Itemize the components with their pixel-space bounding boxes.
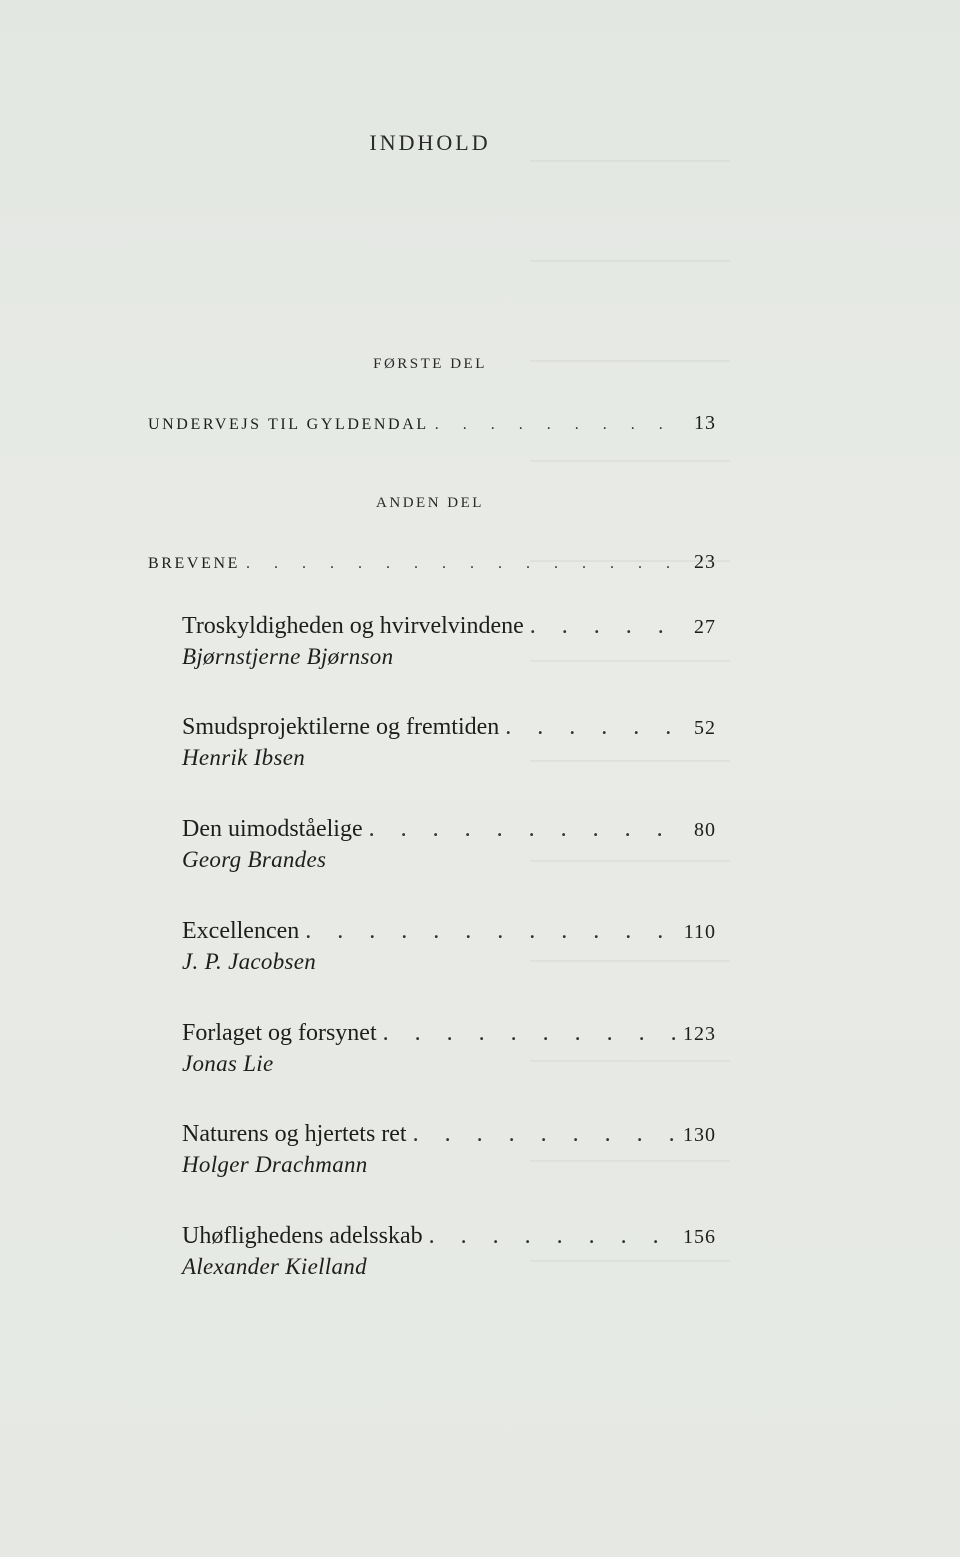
dot-leader bbox=[435, 416, 680, 434]
chapter-entry bbox=[182, 816, 716, 873]
chapter-author: Holger Drachmann bbox=[182, 1152, 368, 1177]
chapter-author: Jonas Lie bbox=[182, 1051, 274, 1076]
chapter-title: Uhøflighedens adelsskab bbox=[182, 1223, 423, 1249]
toc-entry-title: BREVENE bbox=[148, 555, 240, 572]
part-heading-2: ANDEN DEL bbox=[376, 495, 484, 511]
chapter-title: Smudsprojektilerne og fremtiden bbox=[182, 714, 500, 740]
chapter-entry bbox=[182, 1121, 716, 1178]
chapter-page: 123 bbox=[683, 1023, 716, 1045]
dot-leader bbox=[305, 918, 677, 945]
chapter-page: 80 bbox=[694, 819, 716, 841]
chapter-author: Henrik Ibsen bbox=[182, 745, 306, 770]
chapter-author: J. P. Jacobsen bbox=[182, 949, 317, 974]
page-title: INDHOLD bbox=[369, 130, 491, 155]
chapter-entry bbox=[182, 918, 716, 975]
toc-entry-page: 13 bbox=[694, 412, 716, 434]
dot-leader bbox=[505, 714, 680, 741]
toc-entry-brevene bbox=[148, 551, 716, 574]
chapter-entry bbox=[182, 1223, 716, 1280]
chapter-title: Naturens og hjertets ret bbox=[182, 1121, 407, 1147]
dot-leader bbox=[429, 1223, 677, 1250]
chapter-author: Bjørnstjerne Bjørnson bbox=[182, 644, 394, 669]
part-heading-1: FØRSTE DEL bbox=[373, 356, 487, 372]
chapter-title: Excellencen bbox=[182, 918, 300, 944]
dot-leader bbox=[369, 816, 680, 843]
dot-leader bbox=[246, 555, 680, 573]
chapter-title: Troskyldigheden og hvirvelvindene bbox=[182, 613, 524, 639]
chapter-page: 52 bbox=[694, 717, 716, 739]
chapter-page: 156 bbox=[683, 1226, 716, 1248]
dot-leader bbox=[383, 1020, 677, 1047]
chapter-page: 130 bbox=[683, 1124, 716, 1146]
dot-leader bbox=[530, 613, 680, 640]
chapter-title: Den uimodståelige bbox=[182, 816, 363, 842]
toc-entry-undervejs bbox=[148, 412, 716, 435]
chapter-entry bbox=[182, 1020, 716, 1077]
chapter-title: Forlaget og forsynet bbox=[182, 1020, 377, 1046]
chapter-entry bbox=[182, 613, 716, 670]
chapter-page: 27 bbox=[694, 616, 716, 638]
chapter-page: 110 bbox=[683, 921, 716, 943]
chapter-author: Alexander Kielland bbox=[182, 1254, 367, 1279]
toc-entry-title: UNDERVEJS TIL GYLDENDAL bbox=[148, 416, 429, 433]
toc-entry-page: 23 bbox=[694, 551, 716, 573]
chapter-author: Georg Brandes bbox=[182, 847, 327, 872]
dot-leader bbox=[413, 1121, 677, 1148]
chapter-entry bbox=[182, 714, 716, 771]
